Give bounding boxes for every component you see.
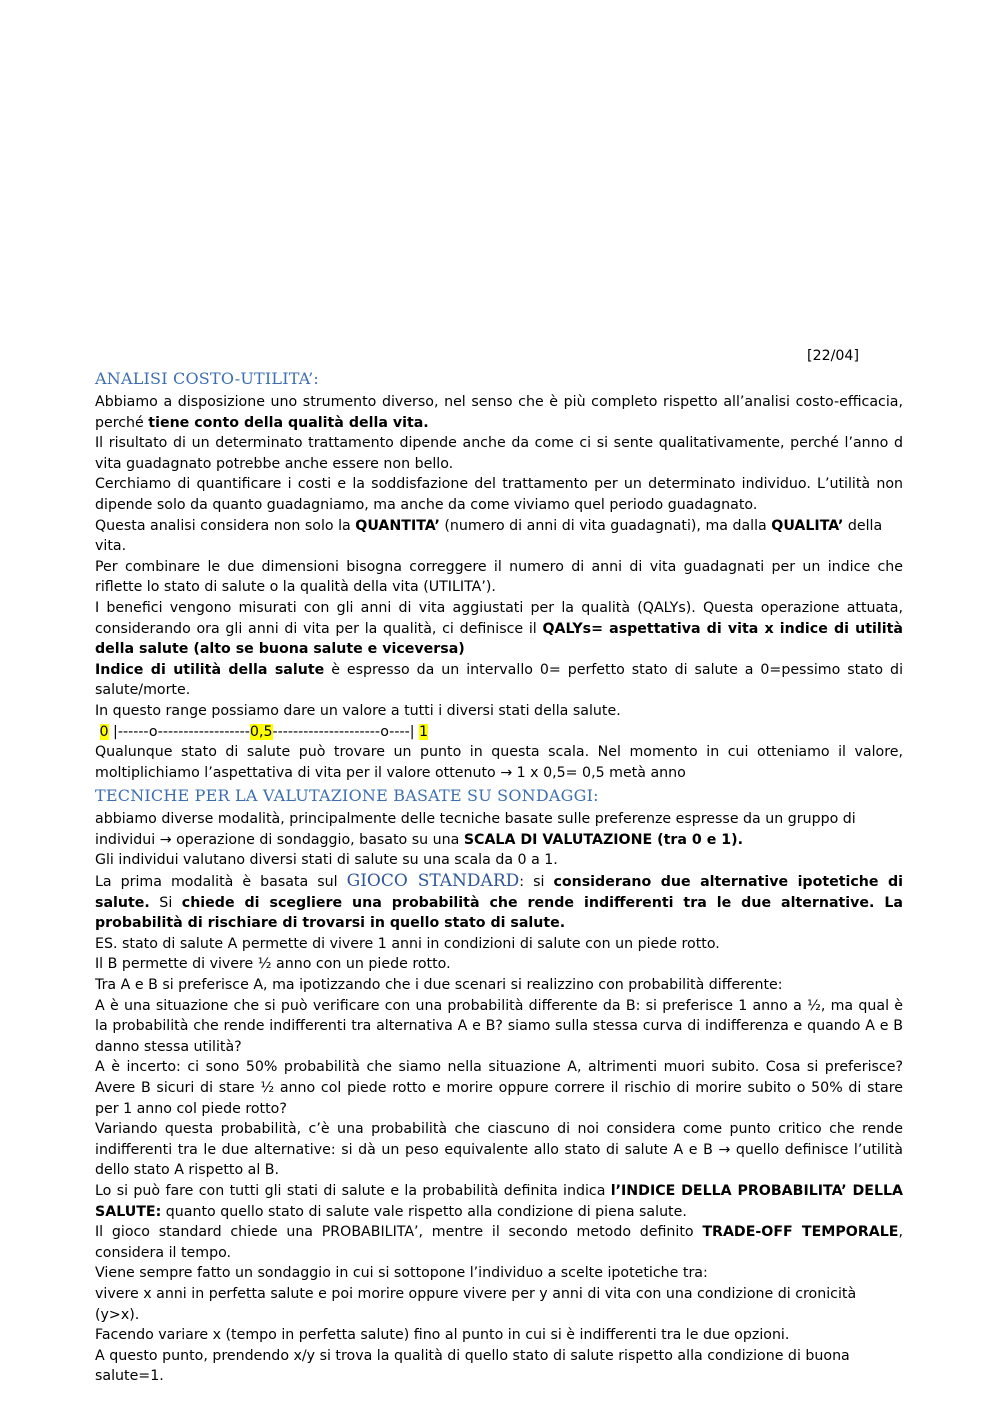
- text: della vita.: [95, 517, 883, 555]
- paragraph: [95, 742, 903, 783]
- scale-mid: 0,5: [249, 723, 273, 740]
- bold-text: tiene conto della qualità della vita.: [148, 414, 429, 431]
- paragraph: Gli individui valutano diversi stati di salute su una scala da 0 a 1.: [95, 852, 558, 869]
- paragraph: Cerchiamo di quantificare i costi e la soddisfazione del trattamento per un determinato individuo. L’utilità non dipende solo da quanto guadagniamo, ma anche da come viviamo quel periodo guadagnato.: [95, 476, 903, 513]
- scale-line: ---------------------o----|: [272, 723, 419, 740]
- paragraph: [95, 809, 903, 850]
- paragraph: [95, 1181, 903, 1222]
- bold-text: QUALITA’: [771, 517, 844, 534]
- text: I benefici vengono misurati con gli anni di vita aggiustati per la qualità (QALYs). Questa operazione attuata, considerando ora gli anni di vita per la qualità, ci definisce il: [95, 599, 903, 637]
- text: è espresso da un intervallo 0= perfetto stato di salute a 0=pessimo stato di salute/morte.: [95, 661, 904, 699]
- paragraph: [95, 660, 903, 701]
- bold-text: l’INDICE DELLA PROBABILITA’ DELLA SALUTE:: [95, 1182, 904, 1220]
- text: quanto quello stato di salute vale rispetto alla condizione di piena salute.: [161, 1203, 687, 1220]
- scale-one: 1: [418, 723, 429, 740]
- text: 1 x 0,5= 0,5 metà anno: [512, 764, 686, 781]
- bold-text: considerano due alternative ipotetiche di salute.: [95, 874, 904, 911]
- paragraph: ES. stato di salute A permette di vivere 1 anni in condizioni di salute con un piede rotto.: [95, 935, 720, 952]
- paragraph: [95, 1222, 903, 1263]
- text: La prima modalità è basata sul: [95, 874, 347, 891]
- paragraph: In questo range possiamo dare un valore a tutti i diversi stati della salute.: [95, 702, 621, 719]
- bold-text: SCALA DI VALUTAZIONE (tra 0 e 1).: [463, 831, 744, 848]
- scale-zero: 0: [99, 723, 109, 740]
- bold-text: chiede di scegliere una probabilità che rende indifferenti tra le due alternative. La probabilità di rischiare di trovarsi in quello stato di salute.: [95, 894, 904, 932]
- paragraph: A questo punto, prendendo x/y si trova la qualità di quello stato di salute rispetto alla condizione di buona salute=1.: [95, 1347, 850, 1385]
- paragraph: Il B permette di vivere ½ anno con un piede rotto.: [95, 956, 451, 973]
- bold-text: TRADE-OFF TEMPORALE: [702, 1224, 899, 1241]
- paragraph: [95, 516, 903, 557]
- heading-tecniche-sondaggi: TECNICHE PER LA VALUTAZIONE BASATE SU SONDAGGI:: [95, 786, 599, 806]
- text: Il gioco standard chiede una PROBABILITA’, mentre il secondo metodo definito: [95, 1224, 703, 1241]
- bold-text: QUANTITA’: [355, 517, 440, 534]
- paragraph: Tra A e B si preferisce A, ma ipotizzando che i due scenari si realizzino con probabilità differente:: [95, 977, 783, 994]
- paragraph: Il risultato di un determinato trattamento dipende anche da come ci si sente qualitativamente, perché l’anno d vita guadagnato potrebbe anche essere non bello.: [95, 435, 903, 472]
- text: (numero di anni di vita guadagnati), ma dalla: [439, 517, 772, 534]
- paragraph: vivere x anni in perfetta salute e poi morire oppure vivere per y anni di vita con una condizione di cronicità (y>x).: [95, 1285, 857, 1323]
- text: operazione di sondaggio, basato su una: [171, 831, 464, 848]
- paragraph: [95, 598, 903, 660]
- bold-text: Indice di utilità della salute: [95, 661, 325, 678]
- text: Variando questa probabilità, c’è una probabilità che ciascuno di noi considera come punto critico che rende indifferenti tra le due alternative: si dà un peso equivalente allo stato di salute A e B: [95, 1121, 903, 1158]
- text: Abbiamo a disposizione uno strumento diverso, nel senso che è più completo rispetto all’analisi costo-efficacia, perché: [95, 394, 903, 431]
- paragraph: [95, 871, 903, 934]
- scale-line: |------o------------------: [108, 723, 250, 740]
- text: Questa analisi considera non solo la: [95, 517, 356, 534]
- arrow-icon: →: [159, 831, 172, 848]
- heading-analisi-costo-utilita: ANALISI COSTO-UTILITA’:: [95, 369, 320, 388]
- paragraph: Per combinare le due dimensioni bisogna correggere il numero di anni di vita guadagnati per un indice che riflette lo stato di salute o la qualità della vita (UTILITA’).: [95, 558, 903, 596]
- utility-scale: [95, 722, 903, 743]
- text: Lo si può fare con tutti gli stati di salute e la probabilità definita indica: [95, 1182, 611, 1199]
- paragraph: Facendo variare x (tempo in perfetta salute) fino al punto in cui si è indifferenti tra le due opzioni.: [95, 1327, 790, 1344]
- arrow-icon: →: [500, 764, 513, 781]
- text: : si: [519, 874, 554, 891]
- text: , considera il tempo.: [95, 1224, 903, 1261]
- bold-text: QALYs= aspettativa di vita x indice di utilità della salute (alto se buona salute e viceversa): [95, 620, 903, 658]
- paragraph: A è incerto: ci sono 50% probabilità che siamo nella situazione A, altrimenti muori subito. Cosa si preferisce? Avere B sicuri di stare ½ anno col piede rotto e morire oppure correre il rischio di morire subito o 50% di stare per 1 anno col piede rotto?: [95, 1059, 903, 1117]
- gioco-standard-label: GIOCO STANDARD: [346, 871, 520, 892]
- document-body: [95, 346, 903, 1387]
- text: Qualunque stato di salute può trovare un punto in questa scala. Nel momento in cui otteniamo il valore, moltiplichiamo l’aspettativa di vita per il valore ottenuto: [95, 744, 903, 781]
- date-label: [22/04]: [807, 348, 859, 364]
- arrow-icon: →: [718, 1141, 731, 1158]
- paragraph: [95, 392, 903, 433]
- paragraph: [95, 1119, 903, 1181]
- text: Si: [149, 894, 182, 911]
- text: quello definisce l’utilità dello stato A rispetto al B.: [95, 1141, 903, 1179]
- paragraph: A è una situazione che si può verificare con una probabilità differente da B: si preferisce 1 anno a ½, ma qual è la probabilità che rende indifferenti tra alternativa A e B? siamo sulla stessa curva di indifferenza e quando A e B danno stessa utilità?: [95, 997, 903, 1055]
- text: abbiamo diverse modalità, principalmente delle tecniche basate sulle preferenze espresse da un gruppo di individui: [95, 811, 856, 848]
- paragraph: Viene sempre fatto un sondaggio in cui si sottopone l’individuo a scelte ipotetiche tra:: [95, 1265, 708, 1282]
